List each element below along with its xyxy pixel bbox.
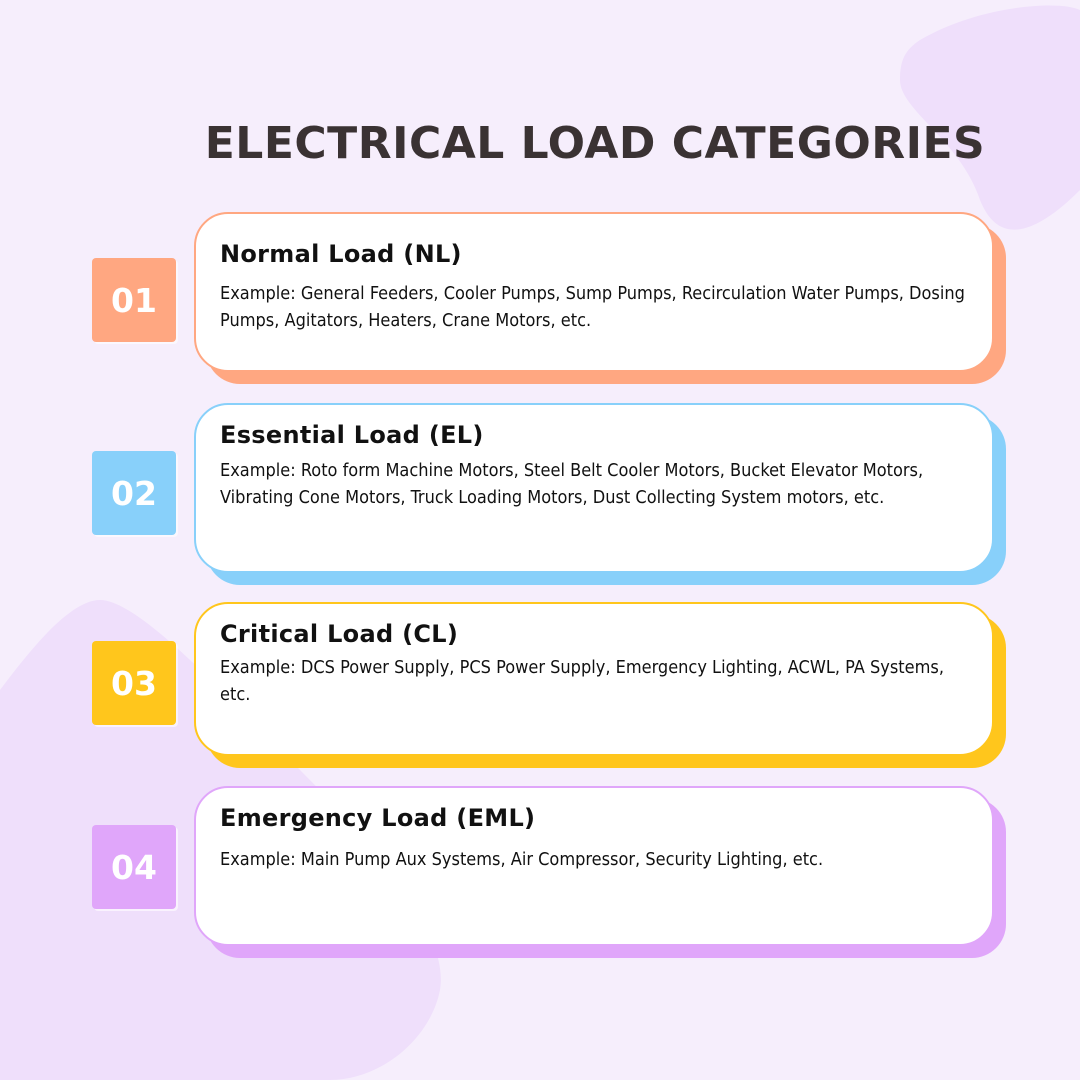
category-card — [194, 403, 994, 573]
category-card — [194, 602, 994, 756]
category-examples: Example: Roto form Machine Motors, Steel Belt Cooler Motors, Bucket Elevator Motors, Vibrating Cone Motors, Truck Loading Motors, Dust Collecting System motors, etc. — [220, 460, 924, 508]
category-examples: Example: DCS Power Supply, PCS Power Supply, Emergency Lighting, ACWL, PA Systems, etc. — [220, 657, 944, 705]
category-number-badge: 03 — [92, 641, 176, 725]
category-heading: Normal Load (NL) — [220, 240, 462, 268]
category-card — [194, 786, 994, 946]
page-title: ELECTRICAL LOAD CATEGORIES — [204, 118, 986, 169]
category-heading: Emergency Load (EML) — [220, 804, 536, 832]
category-examples: Example: General Feeders, Cooler Pumps, Sump Pumps, Recirculation Water Pumps, Dosing Pumps, Agitators, Heaters, Crane Motors, etc. — [220, 283, 965, 331]
category-card — [194, 212, 994, 372]
category-number-badge: 04 — [92, 825, 176, 909]
category-number-badge: 02 — [92, 451, 176, 535]
category-heading: Critical Load (CL) — [220, 620, 459, 648]
category-number-badge: 01 — [92, 258, 176, 342]
category-heading: Essential Load (EL) — [220, 421, 484, 449]
category-examples: Example: Main Pump Aux Systems, Air Compressor, Security Lighting, etc. — [220, 849, 824, 870]
